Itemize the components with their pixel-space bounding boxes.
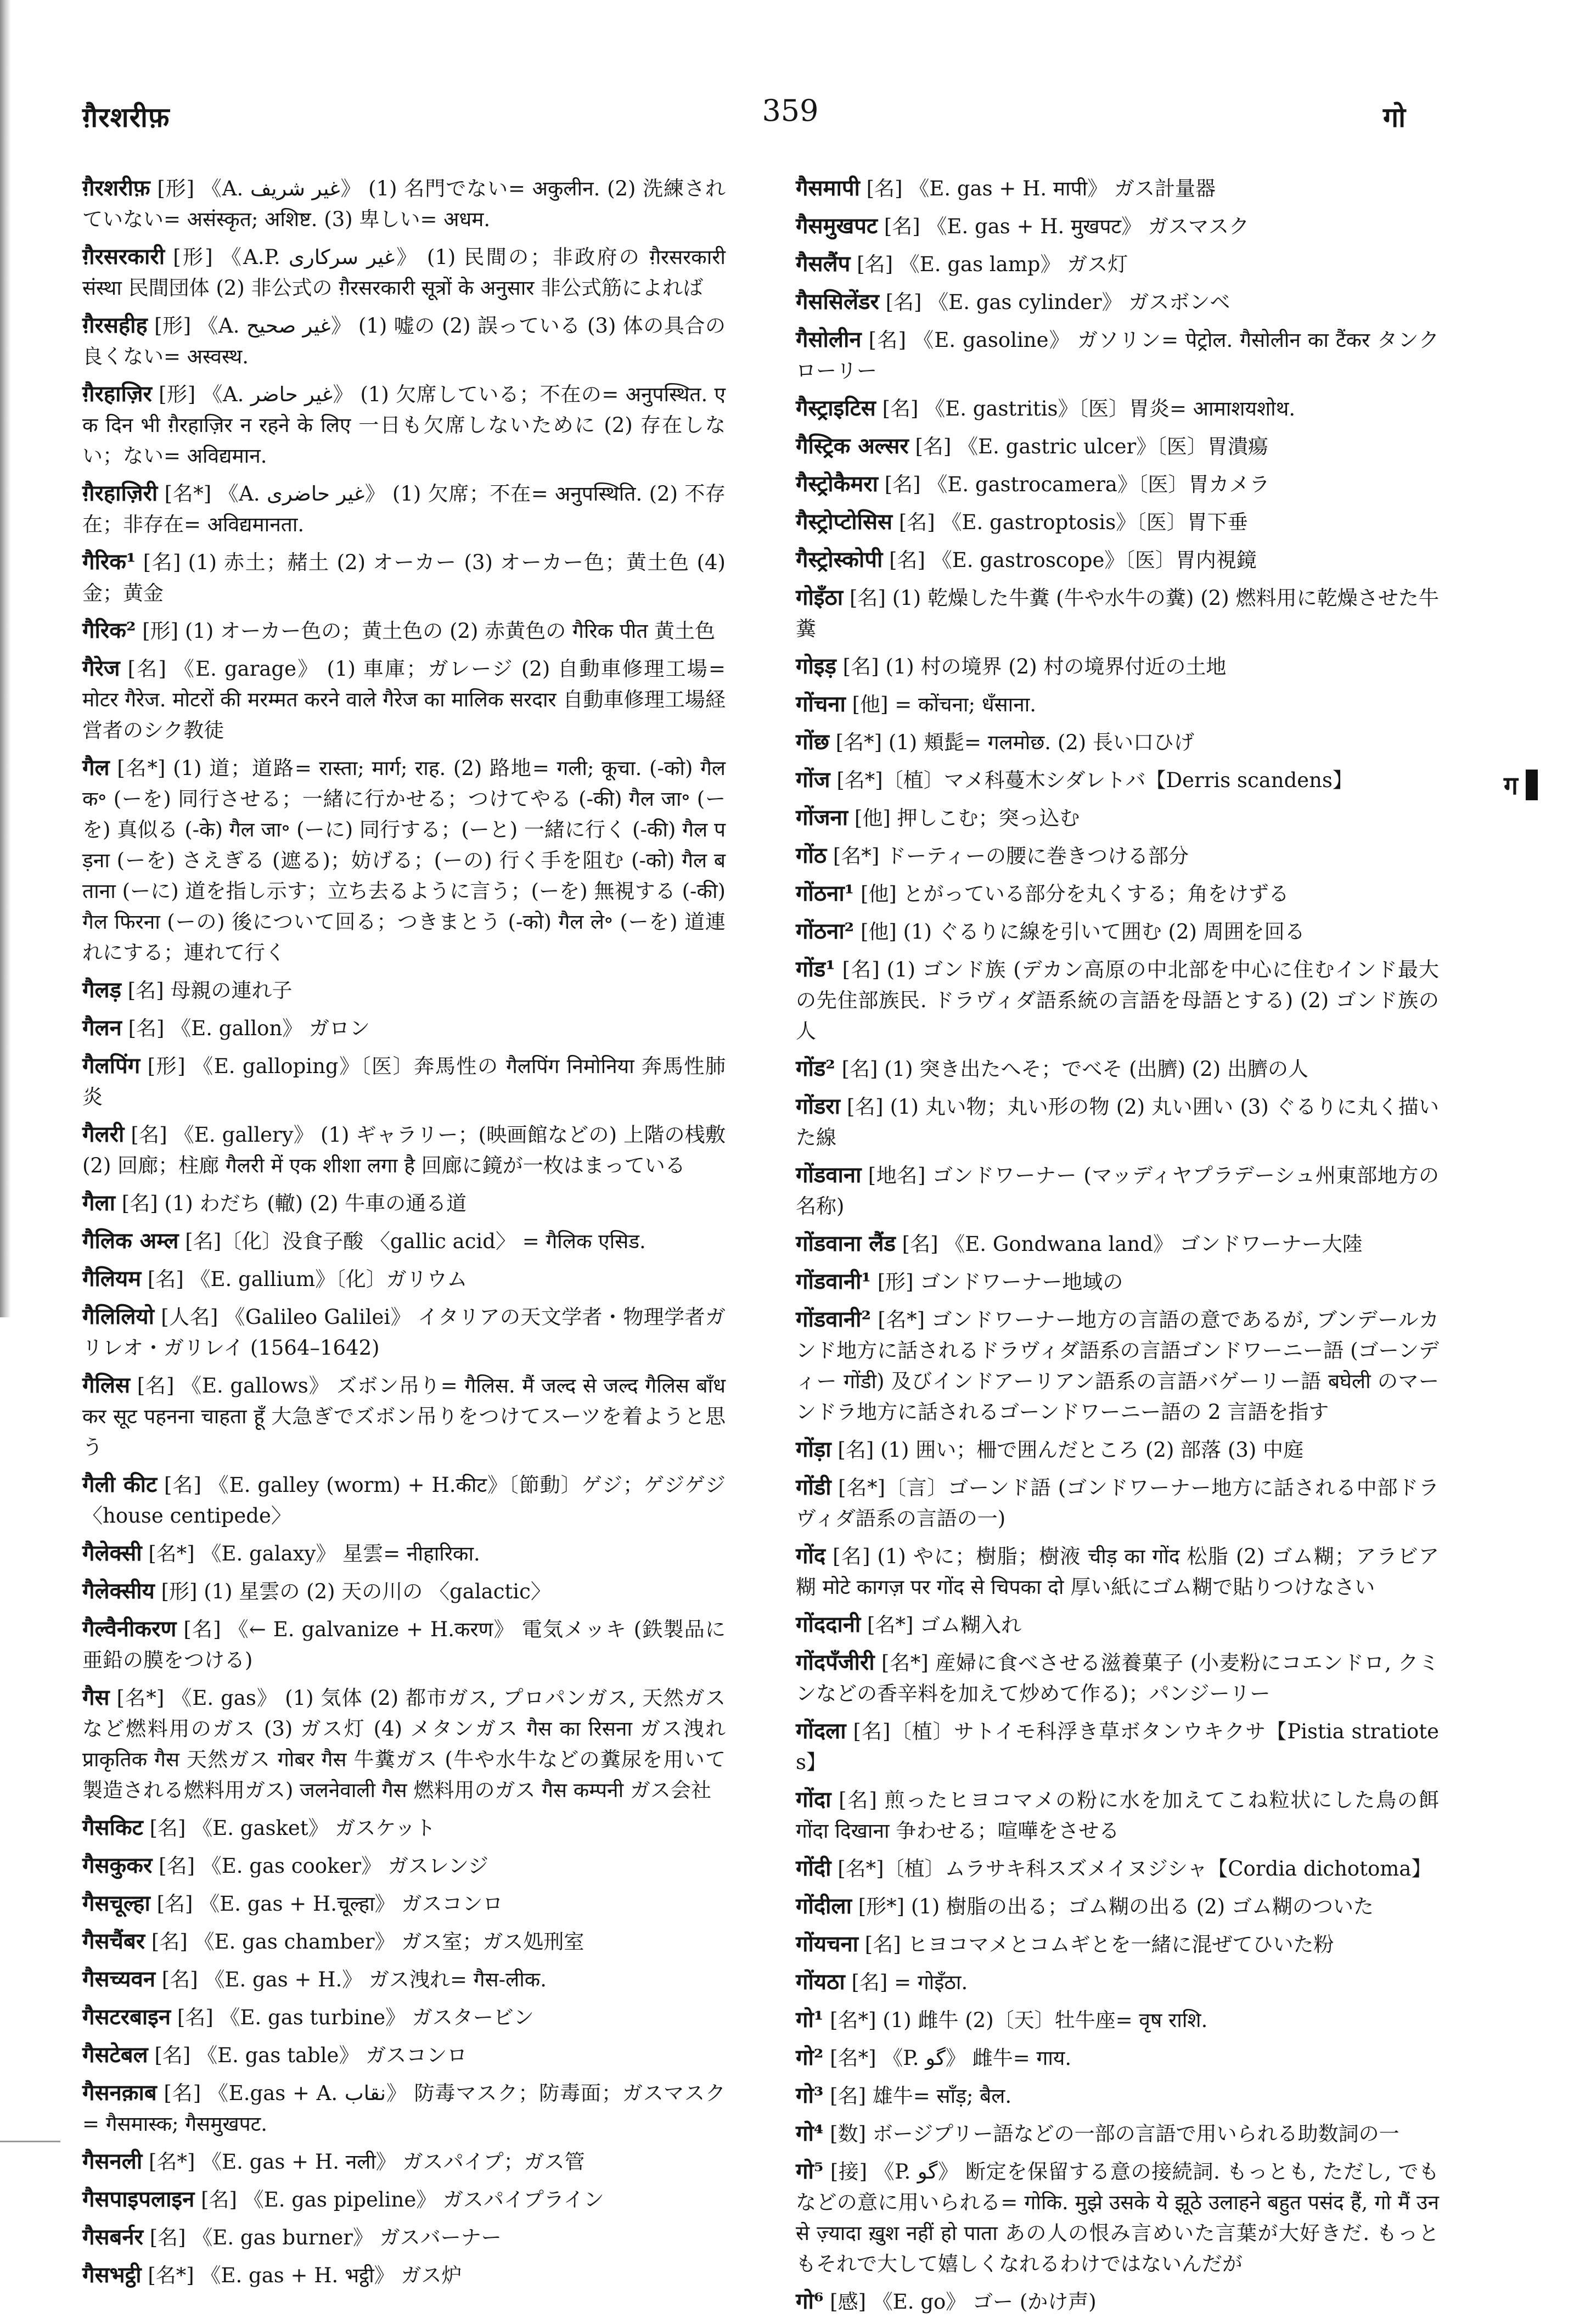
- entry-headword: गोंदपँजीरी: [796, 1649, 875, 1675]
- dictionary-entry: [82, 653, 726, 746]
- dictionary-entry: [796, 1967, 1439, 1998]
- entry-definition: [名] (1) 赤土；赭土 (2) オーカー (3) オーカー色；黄土色 (4) 金；黄金: [82, 551, 726, 605]
- dictionary-entry: [82, 1538, 726, 1569]
- entry-definition: [名] 《E. garage》 (1) 車庫；ガレージ (2) 自動車修理工場= मोटर गैरेज. मोटरों की मरम्मत करने वाले गैरेज का मालिक सरदार 自動車修理工場経営者のシク教徒: [82, 657, 726, 742]
- entry-definition: [名] 《E. gas turbine》 ガスタービン: [171, 2006, 534, 2029]
- entry-headword: गैसमापी: [796, 175, 860, 201]
- entry-definition: [名] 《E. gas cooker》 ガスレンジ: [152, 1854, 488, 1878]
- entry-definition: [名] (1) 囲い；柵で囲んだところ (2) 部落 (3) 中庭: [831, 1438, 1304, 1462]
- entry-definition: [名] 《E. gastroscope》〔医〕胃内視鏡: [882, 548, 1257, 572]
- dictionary-entry: [796, 2005, 1439, 2036]
- entry-definition: [名] 《E. gas + H. मापी》 ガス計量器: [859, 177, 1216, 200]
- dictionary-entry: [82, 1013, 726, 1044]
- entry-definition: [名] 《E. gallium》〔化〕ガリウム: [141, 1267, 468, 1291]
- dictionary-entry: [796, 1853, 1439, 1884]
- dictionary-entry: [82, 975, 726, 1006]
- entry-headword: ग़ैरहाज़िर: [82, 381, 152, 407]
- dictionary-entry: [82, 1926, 726, 1957]
- dictionary-entry: [796, 324, 1439, 386]
- entry-definition: [名*]〔植〕ムラサキ科スズメイヌジシャ【Cordia dichotoma】: [831, 1857, 1432, 1880]
- entry-definition: [名] 母親の連れ子: [121, 979, 293, 1002]
- dictionary-entry: [82, 478, 726, 540]
- entry-headword: गैसचैंबर: [82, 1928, 145, 1954]
- entry-headword: गोंडवाना लैंड: [796, 1231, 896, 1256]
- entry-definition: [名] 《E. gas + H. मुखपट》 ガスマスク: [878, 215, 1250, 238]
- dictionary-entry: [82, 1226, 726, 1257]
- entry-definition: [他] = कोंचना; धँसाना.: [845, 693, 1037, 716]
- entry-definition: [名] (1) 乾燥した牛糞 (牛や水牛の糞) (2) 燃料用に乾燥させた牛糞: [796, 586, 1439, 641]
- dictionary-entry: [796, 1053, 1439, 1085]
- entry-headword: गैलियम: [82, 1266, 142, 1292]
- dictionary-entry: [796, 1891, 1439, 1922]
- dictionary-entry: [796, 1160, 1439, 1222]
- entry-headword: गैला: [82, 1190, 115, 1216]
- dictionary-entry: [796, 765, 1439, 796]
- entry-definition: [形] (1) オーカー色の；黄土色の (2) 赤黄色の गैरिक पीत 黄土色: [136, 619, 716, 643]
- dictionary-entry: [796, 431, 1439, 462]
- dictionary-entry: [796, 1304, 1439, 1428]
- entry-headword: गोंदी: [796, 1855, 831, 1881]
- entry-headword: गैलिस: [82, 1372, 131, 1398]
- dictionary-entry: [796, 173, 1439, 204]
- entry-definition: [名] 《E. gastrocamera》〔医〕胃カメラ: [878, 473, 1270, 496]
- dictionary-entry: [82, 1964, 726, 1995]
- entry-definition: [名*] 《E. gas + H. भट्ठी》 ガス炉: [141, 2264, 462, 2287]
- entry-definition: [名] (1) わだち (轍) (2) 牛車の通る道: [115, 1192, 467, 1215]
- entry-headword: गैरिक²: [82, 618, 136, 643]
- entry-definition: [名] 《E. gastroptosis》〔医〕胃下垂: [892, 510, 1248, 534]
- entry-headword: गैस: [82, 1685, 110, 1710]
- entry-definition: [名*] ドーティーの腰に巻きつける部分: [827, 844, 1189, 868]
- entry-definition: [名] 《E. gasoline》 ガソリン= पेट्रोल. गैसोलीन का टैंकर タンクローリー: [796, 328, 1439, 383]
- dictionary-entry: [82, 2146, 726, 2177]
- dictionary-entry: [82, 1682, 726, 1806]
- entry-definition: [名] (1) やに；樹脂；樹液 चीड़ का गोंद 松脂 (2) ゴム糊；アラビア糊 मोटे कागज़ पर गोंद से चिपका दो 厚い紙にゴム糊で貼りつけなさい: [796, 1545, 1439, 1599]
- running-head-first-word: ग़ैरशरीफ़: [82, 101, 170, 133]
- entry-definition: [形] 《A. غیر صحیح》 (1) 嘘の (2) 誤っている (3) 体の具合の良くない= अस्वस्थ.: [82, 314, 726, 368]
- dictionary-entry: [82, 1370, 726, 1463]
- dictionary-entry: [796, 802, 1439, 834]
- entry-definition: [名] 《E. gallows》 ズボン吊り= गैलिस. मैं जल्द से जल्द गैलिस बाँधकर सूट पहनना चाहता हूँ 大急ぎでズボン吊りをつけてスーツを着ようと思う: [82, 1374, 726, 1459]
- right-column: [796, 173, 1439, 2324]
- entry-headword: गैसभट्ठी: [82, 2262, 142, 2288]
- entry-definition: [名*] (1) 道；道路= रास्ता; मार्ग; राह. (2) 路地= गली; कूचा. (-को) गैल क॰ (ーを) 同行させる；一緒に行かせる；つけてやる (-की) गैल जा॰ (ーを) 真似る (-के) गैल जा॰ (ーに) 同行する；(ーと) 一緒に行く (-की) गैल पड़ना (ーを) さえぎる (遮る)；妨げる；(ーの) 行く手を阻む (-को) गैल बताना (ーに) 道を指し示す；立ち去るように言う；(ーを) 無視する (-की) गैल फिरना (ーの) 後について回る；つきまとう (-को) गैल ले॰ (ーを) 道連れにする；連れて行く: [82, 756, 726, 964]
- entry-definition: [名] 《E. gas chamber》 ガス室；ガス処刑室: [145, 1930, 584, 1953]
- entry-definition: [他] 押しこむ；突っ込む: [848, 806, 1080, 830]
- entry-headword: गैसनक़ाब: [82, 2080, 157, 2106]
- entry-definition: [名*] (1) 雌牛 (2)〔天〕牡牛座= वृष राशि.: [823, 2008, 1208, 2032]
- dictionary-entry: [82, 2260, 726, 2291]
- thumb-index-marker: [1526, 770, 1538, 800]
- entry-headword: गैलरी: [82, 1121, 125, 1147]
- entry-headword: गैसटरबाइन: [82, 2004, 171, 2030]
- dictionary-entry: [82, 1888, 726, 1919]
- entry-definition: [名] (1) 突き出たへそ；でべそ (出臍) (2) 出臍の人: [835, 1057, 1308, 1081]
- dictionary-entry: [796, 211, 1439, 242]
- entry-definition: [形] 《E. galloping》〔医〕奔馬性の गैलपिंग निमोनिया 奔馬性肺炎: [82, 1054, 726, 1109]
- entry-headword: गैस्ट्रोप्टोसिस: [796, 509, 893, 535]
- entry-headword: गोंडवाना: [796, 1162, 862, 1188]
- entry-headword: गैसनली: [82, 2148, 143, 2174]
- entry-headword: गोंजना: [796, 805, 848, 830]
- entry-definition: [名*] 《E. gas + H. नली》 ガスパイプ；ガス管: [142, 2150, 585, 2174]
- entry-definition: [名] = गोइँठा.: [845, 1971, 968, 1994]
- entry-definition: [名*]〔言〕ゴーンド語 (ゴンドワーナー地方に話される中部ドラヴィダ語系の言語の一): [796, 1476, 1439, 1530]
- entry-definition: [名] ヒヨコマメとコムギとを一緒に混ぜてひいた粉: [858, 1933, 1334, 1956]
- entry-headword: गोंड²: [796, 1056, 835, 1081]
- entry-headword: गोंड¹: [796, 956, 835, 982]
- entry-headword: गैसपाइपलाइन: [82, 2186, 195, 2212]
- entry-definition: [他] とがっている部分を丸くする；角をけずる: [854, 882, 1289, 906]
- dictionary-entry: [796, 469, 1439, 500]
- dictionary-entry: [82, 242, 726, 304]
- dictionary-entry: [796, 916, 1439, 947]
- page-binding-shadow: [0, 0, 11, 1317]
- dictionary-entry: [796, 582, 1439, 644]
- left-column: [82, 173, 726, 2298]
- entry-headword: गैलिलियो: [82, 1304, 155, 1329]
- dictionary-entry: [82, 1051, 726, 1113]
- entry-definition: [名] 《E. galley (worm) + H.कीट》〔節動〕ゲジ；ゲジゲジ 〈house centipede〉: [82, 1473, 726, 1528]
- dictionary-entry: [82, 1469, 726, 1531]
- dictionary-entry: [796, 1541, 1439, 1603]
- entry-definition: [名*] ゴンドワーナー地方の言語の意であるが, ブンデールカンド地方に話されるドラヴィダ語系の言語ゴンドワーニー語 (ゴーンディー गोंडी) 及びインドアーリアン語系の言語バゲーリー語 बघेली のマーンドラ地方に話されるゴーンドワーニー語の 2 言語を指す: [796, 1308, 1439, 1424]
- entry-headword: गोंछ: [796, 729, 829, 755]
- dictionary-entry: [82, 753, 726, 968]
- dictionary-entry: [796, 1091, 1439, 1153]
- entry-headword: गैलेक्सी: [82, 1540, 142, 1566]
- dictionary-entry: [796, 878, 1439, 910]
- entry-definition: [名] 雄牛= साँड़; बैल.: [823, 2084, 1012, 2108]
- entry-definition: [名]〔植〕サトイモ科浮き草ボタンウキクサ【Pistia stratiotes】: [796, 1720, 1439, 1774]
- dictionary-entry: [82, 1850, 726, 1882]
- entry-headword: गोंठना¹: [796, 880, 855, 906]
- dictionary-entry: [796, 727, 1439, 758]
- entry-definition: [名*] (1) 頬髭= गलमोछ. (2) 長い口ひげ: [829, 731, 1195, 754]
- dictionary-entry: [796, 1434, 1439, 1466]
- running-head-last-word: गो: [1383, 101, 1406, 133]
- entry-definition: [名] 《E. gallon》 ガロン: [121, 1017, 370, 1040]
- dictionary-entry: [796, 507, 1439, 538]
- entry-headword: गैसकुकर: [82, 1853, 153, 1878]
- entry-headword: गैसचूल्हा: [82, 1890, 150, 1916]
- entry-definition: [名] 《E. gas pipeline》 ガスパイプライン: [194, 2188, 604, 2211]
- entry-headword: ग़ैरसहीह: [82, 312, 148, 338]
- dictionary-entry: [796, 2118, 1439, 2149]
- entry-definition: [名*] ゴム糊入れ: [861, 1613, 1022, 1637]
- entry-definition: [名] 《E. gas table》 ガスコンロ: [148, 2044, 468, 2067]
- dictionary-entry: [82, 2078, 726, 2140]
- entry-definition: [形] 《A. غیر حاضر》 (1) 欠席している；不在の= अनुपस्थित. एक दिन भी ग़ैरहाज़िर न रहने के लिए 一日も欠席しないために (2) 存在しない；ない= अविद्यमान.: [82, 383, 726, 468]
- dictionary-entry: [82, 1264, 726, 1295]
- dictionary-entry: [796, 2042, 1439, 2074]
- entry-definition: [名] 《E. gastric ulcer》〔医〕胃潰瘍: [908, 435, 1268, 458]
- entry-definition: [名] (1) 村の境界 (2) 村の境界付近の土地: [836, 655, 1227, 678]
- dictionary-entry: [82, 2184, 726, 2215]
- dictionary-entry: [82, 2222, 726, 2253]
- entry-headword: गोंयठा: [796, 1969, 845, 1995]
- entry-definition: [名] 《E. gas + H.चूल्हा》 ガスコンロ: [150, 1892, 503, 1916]
- entry-headword: गो⁶: [796, 2288, 824, 2314]
- dictionary-entry: [82, 173, 726, 235]
- entry-headword: गो²: [796, 2045, 824, 2070]
- dictionary-entry: [796, 249, 1439, 280]
- dictionary-entry: [796, 1647, 1439, 1709]
- entry-definition: [名*] 《A. غیر حاضری》 (1) 欠席；不在= अनुपस्थिति. (2) 不存在；非存在= अविद्यमानता.: [82, 482, 726, 536]
- dictionary-entry: [796, 1929, 1439, 1960]
- entry-definition: [名*] 《E. gas》 (1) 気体 (2) 都市ガス, プロパンガス, 天然ガスなど燃料用のガス (3) ガス灯 (4) メタンガス गैस का रिसना ガス洩れ प्राकृतिक गैस 天然ガス गोबर गैस 牛糞ガス (牛や水牛などの糞尿を用いて製造される燃料用ガス) जलनेवाली गैस 燃料用のガス गैस कम्पनी ガス会社: [82, 1686, 726, 1802]
- entry-definition: [形] ゴンドワーナー地域の: [870, 1270, 1123, 1294]
- entry-headword: गैलड़: [82, 977, 122, 1003]
- entry-headword: गैरिक¹: [82, 549, 136, 575]
- entry-definition: [感] 《E. go》 ゴー (かけ声): [823, 2290, 1097, 2314]
- entry-headword: ग़ैरसरकारी: [82, 244, 165, 270]
- dictionary-entry: [82, 1188, 726, 1219]
- dictionary-entry: [82, 1301, 726, 1363]
- entry-headword: गोंडरा: [796, 1093, 840, 1119]
- entry-headword: गोंद: [796, 1543, 826, 1569]
- thumb-index-letter: ग: [1504, 771, 1518, 800]
- entry-headword: गोंददानी: [796, 1612, 861, 1637]
- dictionary-entry: [796, 544, 1439, 576]
- entry-headword: गैलिक अम्ल: [82, 1228, 179, 1254]
- entry-headword: गोंदा: [796, 1787, 831, 1812]
- entry-headword: गैल: [82, 755, 110, 781]
- entry-definition: [名] (1) ゴンド族 (デカン高原の中北部を中心に住むインド最大の先住部族民. ドラヴィダ語系統の言語を母語とする) (2) ゴンド族の人: [796, 958, 1439, 1043]
- entry-headword: गैसटेबल: [82, 2042, 148, 2068]
- entry-definition: [接] 《P. گو》 断定を保留する意の接続詞. もっとも, ただし, でもなどの意に用いられる= गोकि. मुझे उसके ये झूठे उलाहने बहुत पसंद हैं, गो मैं उनसे ज़्यादा ख़ुश नहीं हो पाता あの人の恨み言めいた言葉が大好きだ. もっともそれで大して嬉しくなれるわけではないんだが: [796, 2160, 1439, 2276]
- entry-headword: गैसोलीन: [796, 327, 862, 352]
- entry-headword: गोंदला: [796, 1718, 846, 1744]
- entry-headword: गैसमुखपट: [796, 213, 878, 239]
- entry-definition: [名*] 《E. galaxy》 星雲= नीहारिका.: [142, 1542, 480, 1565]
- entry-headword: गो⁵: [796, 2158, 824, 2184]
- entry-headword: गोंडी: [796, 1474, 831, 1500]
- dictionary-entry: [82, 615, 726, 647]
- entry-definition: [名] 《E. gallery》 (1) ギャラリー；(映画館などの) 上階の桟敷 (2) 回廊；柱廊 गैलरी में एक शीशा लगा है 回廊に鏡が一枚はまっている: [82, 1123, 726, 1177]
- entry-headword: गैल्वैनीकरण: [82, 1616, 177, 1642]
- entry-definition: [名] 《E. gas burner》 ガスバーナー: [143, 2226, 502, 2249]
- entry-headword: गैलन: [82, 1015, 122, 1041]
- entry-headword: गैली कीट: [82, 1472, 158, 1497]
- entry-definition: [形] (1) 星雲の (2) 天の川の 〈galactic〉: [154, 1580, 551, 1603]
- dictionary-entry: [796, 1472, 1439, 1534]
- entry-headword: गो³: [796, 2082, 824, 2108]
- entry-headword: गोंडवानी²: [796, 1306, 871, 1332]
- entry-headword: गोंडवानी¹: [796, 1268, 871, 1294]
- dictionary-entry: [796, 287, 1439, 318]
- dictionary-entry: [796, 954, 1439, 1047]
- dictionary-entry: [796, 2286, 1439, 2317]
- dictionary-entry: [82, 310, 726, 372]
- entry-headword: गोंड़ा: [796, 1436, 831, 1462]
- entry-definition: [名] 《E. gas lamp》 ガス灯: [850, 252, 1128, 276]
- entry-headword: गोइड़: [796, 653, 836, 679]
- entry-definition: [形*] (1) 樹脂の出る；ゴム糊の出る (2) ゴム糊のついた: [851, 1895, 1374, 1918]
- entry-headword: गैसबर्नर: [82, 2224, 143, 2250]
- dictionary-entry: [82, 1576, 726, 1607]
- entry-definition: [人名] 《Galileo Galilei》 イタリアの天文学者・物理学者ガリレオ・ガリレイ (1564–1642): [82, 1305, 726, 1360]
- entry-definition: [名] 《← E. galvanize + H.करण》 電気メッキ (鉄製品に亜鉛の膜をつける): [82, 1618, 726, 1672]
- entry-headword: गोंठना²: [796, 918, 855, 944]
- dictionary-entry: [796, 2156, 1439, 2280]
- entry-headword: गो⁴: [796, 2120, 824, 2146]
- entry-headword: गोंयचना: [796, 1931, 859, 1957]
- entry-headword: गोंठ: [796, 843, 827, 868]
- entry-definition: [地名] ゴンドワーナー (マッディヤプラデーシュ州東部地方の名称): [796, 1164, 1439, 1218]
- dictionary-entry: [82, 1614, 726, 1676]
- dictionary-entry: [796, 1609, 1439, 1641]
- entry-headword: ग़ैरशरीफ़: [82, 175, 150, 201]
- entry-definition: [名*]〔植〕マメ科蔓木シダレトバ【Derris scandens】: [830, 768, 1353, 792]
- entry-definition: [名]〔化〕没食子酸 〈gallic acid〉 = गैलिक एसिड.: [178, 1230, 646, 1253]
- entry-headword: गैसलैंप: [796, 251, 851, 277]
- entry-definition: [名] 《E. gasket》 ガスケット: [143, 1816, 436, 1840]
- entry-headword: गैस्ट्रोस्कोपी: [796, 547, 883, 572]
- dictionary-entry: [82, 1812, 726, 1844]
- dictionary-entry: [82, 1119, 726, 1181]
- entry-headword: गोंज: [796, 767, 830, 793]
- entry-headword: गैस्ट्रोकैमरा: [796, 471, 878, 497]
- entry-definition: [名] 《E. gastritis》〔医〕胃炎= आमाशयशोथ.: [875, 397, 1296, 420]
- entry-headword: गैस्ट्रिक अल्सर: [796, 433, 909, 459]
- entry-headword: गोइँठा: [796, 585, 844, 610]
- entry-definition: [名] (1) 丸い物；丸い形の物 (2) 丸い囲い (3) ぐるりに丸く描いた線: [796, 1095, 1439, 1149]
- entry-headword: गो¹: [796, 2007, 824, 2033]
- dictionary-entry: [796, 651, 1439, 682]
- page-edge-mark: [0, 2141, 60, 2142]
- entry-definition: [他] (1) ぐるりに線を引いて囲む (2) 周囲を回る: [854, 920, 1305, 944]
- thumb-index-tab: [1504, 768, 1564, 801]
- dictionary-entry: [796, 840, 1439, 872]
- entry-headword: गैस्ट्राइटिस: [796, 395, 876, 421]
- entry-definition: [名] 《E. Gondwana land》 ゴンドワーナー大陸: [895, 1232, 1363, 1256]
- entry-definition: [名*] 産婦に食べさせる滋養菓子 (小麦粉にコエンドロ, クミンなどの香辛料を加えて炒めて作る)；パンジーリー: [796, 1651, 1439, 1705]
- entry-headword: गैसच्यवन: [82, 1966, 156, 1992]
- dictionary-entry: [796, 1784, 1439, 1846]
- page-number: 359: [762, 93, 819, 128]
- entry-headword: गैलपिंग: [82, 1053, 140, 1079]
- dictionary-entry: [796, 393, 1439, 424]
- entry-headword: गोंदीला: [796, 1893, 852, 1919]
- dictionary-entry: [796, 1266, 1439, 1298]
- entry-headword: गैरेज: [82, 655, 120, 681]
- dictionary-entry: [82, 2002, 726, 2033]
- dictionary-entry: [796, 689, 1439, 720]
- entry-definition: [名] 《E.gas + A. نقاب》 防毒マスク；防毒面；ガスマスク= गैसमास्क; गैसमुखपट.: [82, 2081, 726, 2136]
- entry-headword: गैससिलेंडर: [796, 289, 879, 315]
- dictionary-entry: [82, 379, 726, 471]
- dictionary-entry: [796, 2080, 1439, 2112]
- entry-definition: [数] ボージプリー語などの一部の言語で用いられる助数詞の一: [823, 2122, 1399, 2146]
- entry-headword: गैसकिट: [82, 1815, 143, 1840]
- entry-definition: [名] 煎ったヒヨコマメの粉に水を加えてこね粒状にした鳥の餌 गोंदा दिखाना 争わせる；喧嘩をさせる: [796, 1788, 1439, 1843]
- entry-headword: गैलेक्सीय: [82, 1578, 155, 1604]
- dictionary-entry: [796, 1228, 1439, 1260]
- entry-definition: [名] 《E. gas + H.》 ガス洩れ= गैस-लीक.: [155, 1968, 547, 1991]
- entry-definition: [形] 《A.P. غیر سرکاری》 (1) 民間の；非政府の ग़ैरसरकारी संस्था 民間団体 (2) 非公式の ग़ैरसरकारी सूत्रों के अनुसार 非公式筋によれば: [82, 245, 726, 300]
- entry-headword: ग़ैरहाज़िरी: [82, 480, 158, 506]
- dictionary-entry: [796, 1716, 1439, 1778]
- dictionary-entry: [82, 547, 726, 609]
- entry-headword: गोंचना: [796, 691, 846, 717]
- dictionary-entry: [82, 2040, 726, 2071]
- entry-definition: [形] 《A. غیر شریف》 (1) 名門でない= अकुलीन. (2) 洗練されていない= असंस्कृत; अशिष्ट. (3) 卑しい= अधम.: [82, 177, 726, 231]
- entry-definition: [名*] 《P. گو》 雌牛= गाय.: [823, 2046, 1072, 2070]
- entry-definition: [名] 《E. gas cylinder》 ガスボンベ: [879, 290, 1230, 314]
